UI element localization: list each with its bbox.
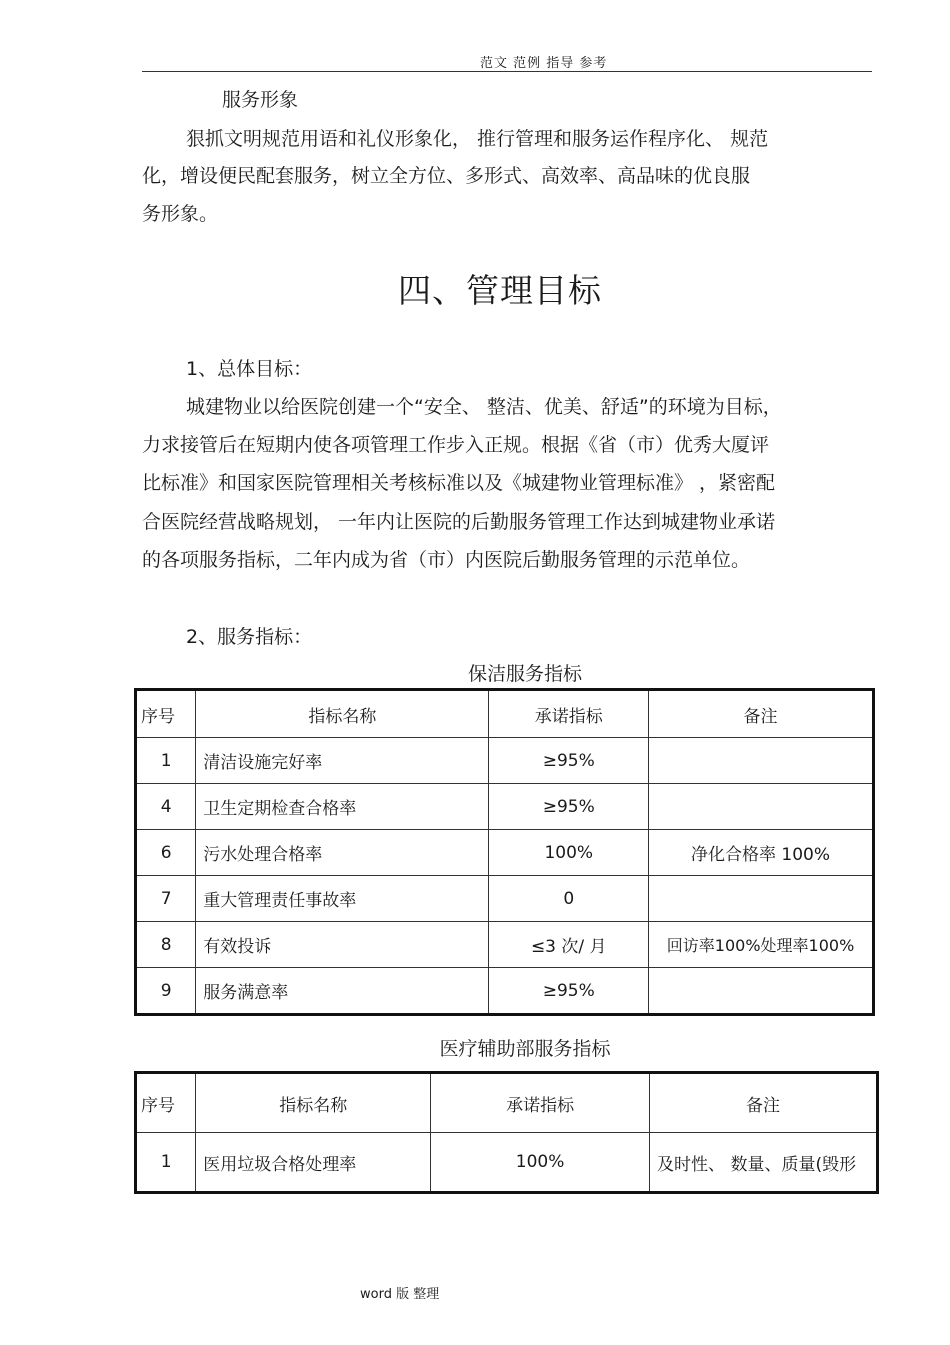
goal-para-line: 城建物业以给医院创建一个“安全、 整洁、优美、舒适”的环境为目标， [186,396,782,418]
cell-target: 100% [431,1133,650,1193]
cell-note: 净化合格率 100% [649,830,874,876]
cell-target: ≥95% [489,738,649,784]
cell-note: 及时性、 数量、质量(毁形 [650,1133,878,1193]
cell-name: 重大管理责任事故率 [196,876,489,922]
header-cell: 序号 [136,1073,196,1133]
header-cell: 备注 [650,1073,878,1133]
table-row [136,876,874,922]
section-subtitle: 服务形象 [222,89,299,111]
header-cell: 指标名称 [196,690,489,738]
table-row [136,922,874,968]
cell-target: ≥95% [489,784,649,830]
cell-note [649,876,874,922]
cell-name: 服务满意率 [196,968,489,1015]
cell-name: 医用垃圾合格处理率 [196,1133,431,1193]
cell-index: 1 [136,1133,196,1193]
table2-caption: 医疗辅助部服务指标 [439,1038,611,1060]
cell-target: ≤3 次/ 月 [489,922,649,968]
cell-target: 0 [489,876,649,922]
header-cell: 承诺指标 [431,1073,650,1133]
cell-target: ≥95% [489,968,649,1015]
cell-target: 100% [489,830,649,876]
table-header-row [136,690,874,738]
page-footer-text: word 版 整理 [360,1287,440,1302]
cell-index: 4 [136,784,196,830]
cell-note [649,738,874,784]
header-cell: 备注 [649,690,874,738]
goal-para-line: 比标准》和国家医院管理相关考核标准以及《城建物业管理标准》 ，紧密配 [142,472,776,494]
medical-support-indicator-table [134,1071,879,1194]
goal-title: 1、总体目标： [186,358,313,380]
cleaning-indicator-table [134,688,875,1016]
goal-para-line: 力求接管后在短期内使各项管理工作步入正规。根据《省（市）优秀大厦评 [142,434,770,456]
cell-index: 6 [136,830,196,876]
page-heading: 四、管理目标 [398,271,602,310]
cell-name: 有效投诉 [196,922,489,968]
table-row [136,784,874,830]
cell-note [649,968,874,1015]
cell-index: 8 [136,922,196,968]
table-row [136,830,874,876]
cell-index: 9 [136,968,196,1015]
cell-index: 1 [136,738,196,784]
service-para-line: 狠抓文明规范用语和礼仪形象化， 推行管理和服务运作程序化、 规范 [186,128,769,150]
table1-caption: 保洁服务指标 [467,663,582,685]
cell-note: 回访率100%处理率100% [649,922,874,968]
page-header-text: 范文 范例 指导 参考 [480,56,608,71]
goal-para-line: 的各项服务指标，二年内成为省（市）内医院后勤服务管理的示范单位。 [142,549,751,571]
cell-index: 7 [136,876,196,922]
cell-name: 清洁设施完好率 [196,738,489,784]
table-row [136,738,874,784]
header-cell: 序号 [136,690,196,738]
goal-para-line: 合医院经营战略规划， 一年内让医院的后勤服务管理工作达到城建物业承诺 [142,511,776,533]
header-cell: 承诺指标 [489,690,649,738]
header-cell: 指标名称 [196,1073,431,1133]
cell-note [649,784,874,830]
cell-name: 污水处理合格率 [196,830,489,876]
table-row [136,1133,878,1193]
service-para-line: 化，增设便民配套服务，树立全方位、多形式、高效率、高品味的优良服 [142,165,751,187]
cell-name: 卫生定期检查合格率 [196,784,489,830]
table-header-row [136,1073,878,1133]
indicator-title: 2、服务指标： [186,626,313,648]
header-rule [142,71,872,72]
table-row [136,968,874,1015]
service-para-line: 务形象。 [142,203,219,225]
